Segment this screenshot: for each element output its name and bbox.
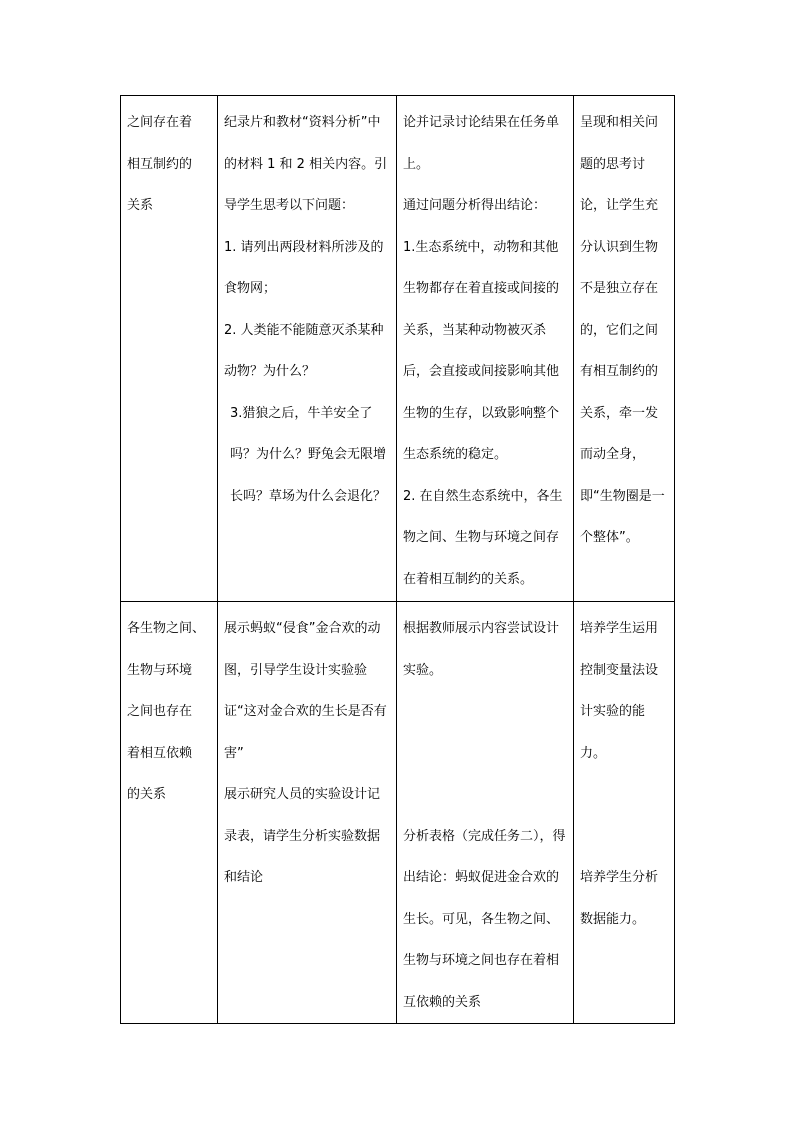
spacer (403, 733, 567, 775)
teacher-text: 3.猎狼之后，牛羊安全了吗？为什么？野兔会无限增长吗？草场为什么会退化？ (230, 405, 387, 504)
topic-line: 相互制约的 (127, 156, 193, 172)
teacher-activity-cell (218, 602, 397, 1024)
student-text: 通过问题分析得出结论： (403, 198, 547, 213)
topic-line: 之间也存在 (127, 704, 193, 719)
teacher-text: 展示研究人员的实验设计记录表，请学生分析实验数据和结论 (224, 787, 381, 885)
spacer (580, 816, 668, 858)
topic-line: 着相互依赖 (127, 745, 193, 761)
intent-text: 培养学生运用控制变量法设计实验的能力。 (580, 621, 659, 761)
table-row (121, 96, 675, 602)
topic-line: 生物与环境 (127, 662, 193, 678)
teacher-text: 展示蚂蚁“侵食”金合欢的动图，引导学生设计实验验证“这对金合欢的生长是否有害” (224, 621, 387, 761)
design-intent-cell (574, 602, 675, 1024)
spacer (403, 691, 567, 733)
student-text: 1.生态系统中，动物和其他生物都存在着直接或间接的关系，当某种动物被灭杀后，会直接或间接影响其他生物的生存，以致影响整个生态系统的稳定。 (403, 239, 560, 462)
intent-text: 呈现和相关问题的思考讨论，让学生充分认识到生物不是独立存在的，它们之间有相互制约的关系，牵一发而动全身，即“生物圈是一个整体”。 (580, 115, 665, 545)
topic-cell (121, 96, 218, 602)
teacher-text: 纪录片和教材“资料分析”中的材料 1 和 2 相关内容。引导学生思考以下问题： (224, 115, 388, 213)
topic-line: 的关系 (127, 787, 167, 802)
teacher-text: 1. 请列出两段材料所涉及的食物网； (224, 239, 384, 296)
student-activity-cell (397, 602, 574, 1024)
spacer (403, 774, 567, 816)
topic-line: 之间存在着 (127, 115, 193, 130)
student-text: 2. 在自然生态系统中，各生物之间、生物与环境之间存在着相互制约的关系。 (403, 488, 563, 587)
student-text: 根据教师展示内容尝试设计实验。 (403, 621, 560, 678)
teacher-activity-cell (218, 96, 397, 602)
topic-line: 各生物之间、 (127, 621, 206, 636)
design-intent-cell (574, 96, 675, 602)
student-text: 论并记录讨论结果在任务单上。 (403, 115, 560, 172)
topic-cell (121, 602, 218, 1024)
student-text: 分析表格（完成任务二），得出结论：蚂蚁促进金合欢的生长。可见，各生物之间、生物与环境之间也存在着相互依赖的关系 (403, 828, 566, 1010)
lesson-plan-table (120, 95, 675, 1024)
teacher-text: 2. 人类能不能随意灭杀某种动物？为什么？ (224, 322, 384, 379)
student-activity-cell (397, 96, 574, 602)
table-row (121, 602, 675, 1024)
topic-line: 关系 (127, 198, 154, 213)
spacer (580, 774, 668, 816)
intent-text: 培养学生分析数据能力。 (580, 870, 659, 927)
